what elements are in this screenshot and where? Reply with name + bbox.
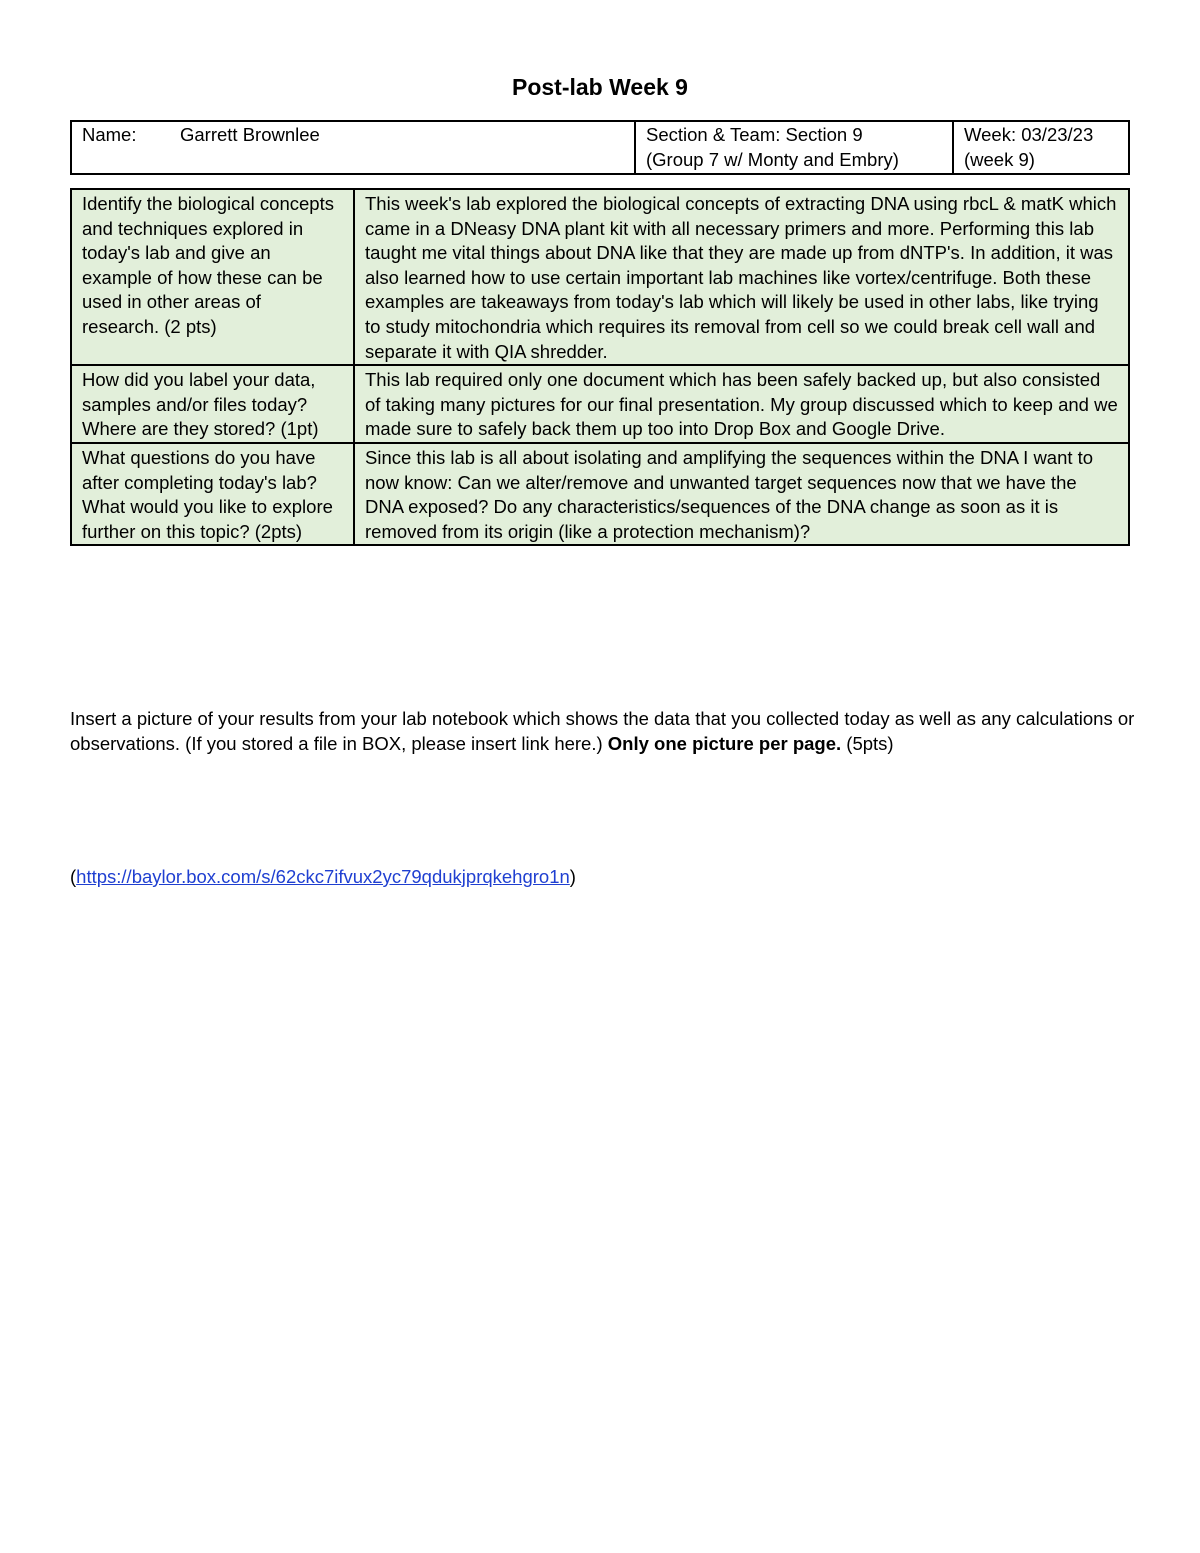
question-cell: How did you label your data, samples and/or files today? Where are they stored? (1pt) bbox=[71, 365, 354, 443]
link-open-paren: ( bbox=[70, 866, 77, 887]
instructions-paragraph bbox=[70, 706, 1140, 756]
answer-cell: This lab required only one document which has been safely backed up, but also consisted of taking many pictures for our final presentation. My group discussed which to keep and we made sure to safely back them up too into Drop Box and Google Drive. bbox=[354, 365, 1129, 443]
team-value: (Group 7 w/ Monty and Embry) bbox=[646, 148, 899, 170]
week-date: Week: 03/23/23 bbox=[964, 124, 1094, 145]
name-label: Name: bbox=[82, 124, 137, 145]
qa-row-labeling bbox=[71, 365, 1129, 443]
name-cell bbox=[71, 121, 635, 174]
question-cell: What questions do you have after completing today's lab? What would you like to explore further on this topic? (2pts) bbox=[71, 443, 354, 545]
qa-row-questions bbox=[71, 443, 1129, 545]
question-cell: Identify the biological concepts and techniques explored in today's lab and give an example of how these can be used in other areas of research. (2 pts) bbox=[71, 189, 354, 365]
box-link[interactable]: https://baylor.box.com/s/62ckc7ifvux2yc79qdukjprqkehgro1n bbox=[76, 866, 570, 887]
page-title: Post-lab Week 9 bbox=[512, 74, 688, 100]
instructions-text: Insert a picture of your results from your lab notebook which shows the data that you collected today as well as any calculations or observations. (If you stored a file in BOX, please insert link here.) bbox=[70, 708, 1135, 754]
info-table bbox=[70, 120, 1130, 175]
link-close-paren: ) bbox=[569, 866, 576, 887]
section-label: Section & Team: Section 9 bbox=[646, 124, 863, 145]
box-link-line bbox=[70, 864, 576, 889]
answer-cell: This week's lab explored the biological concepts of extracting DNA using rbcL & matK which came in a DNeasy DNA plant kit with all necessary primers and more. Performing this lab taught me vital things about DNA like that they are made up from dNTP's. In addition, it was also learned how to use certain important lab machines like vortex/centrifuge. Both these examples are takeaways from today's lab which will likely be used in other labs, like trying to study mitochondria which requires its removal from cell so we could break cell wall and separate it with QIA shredder. bbox=[354, 189, 1129, 365]
week-number: (week 9) bbox=[964, 148, 1035, 170]
qa-row-concepts bbox=[71, 189, 1129, 365]
instructions-points: (5pts) bbox=[841, 733, 894, 754]
week-cell bbox=[953, 121, 1129, 174]
answer-cell: Since this lab is all about isolating and amplifying the sequences within the DNA I want to now know: Can we alter/remove and unwanted target sequences now that we have the DNA exposed? Do any characteristics/sequences of the DNA change as soon as it is removed from its origin (like a protection mechanism)? bbox=[354, 443, 1129, 545]
section-team-cell bbox=[635, 121, 953, 174]
info-row bbox=[71, 121, 1129, 174]
name-value: Garrett Brownlee bbox=[180, 124, 320, 145]
instructions-bold-note: Only one picture per page. bbox=[607, 733, 842, 754]
qa-table bbox=[70, 188, 1130, 546]
